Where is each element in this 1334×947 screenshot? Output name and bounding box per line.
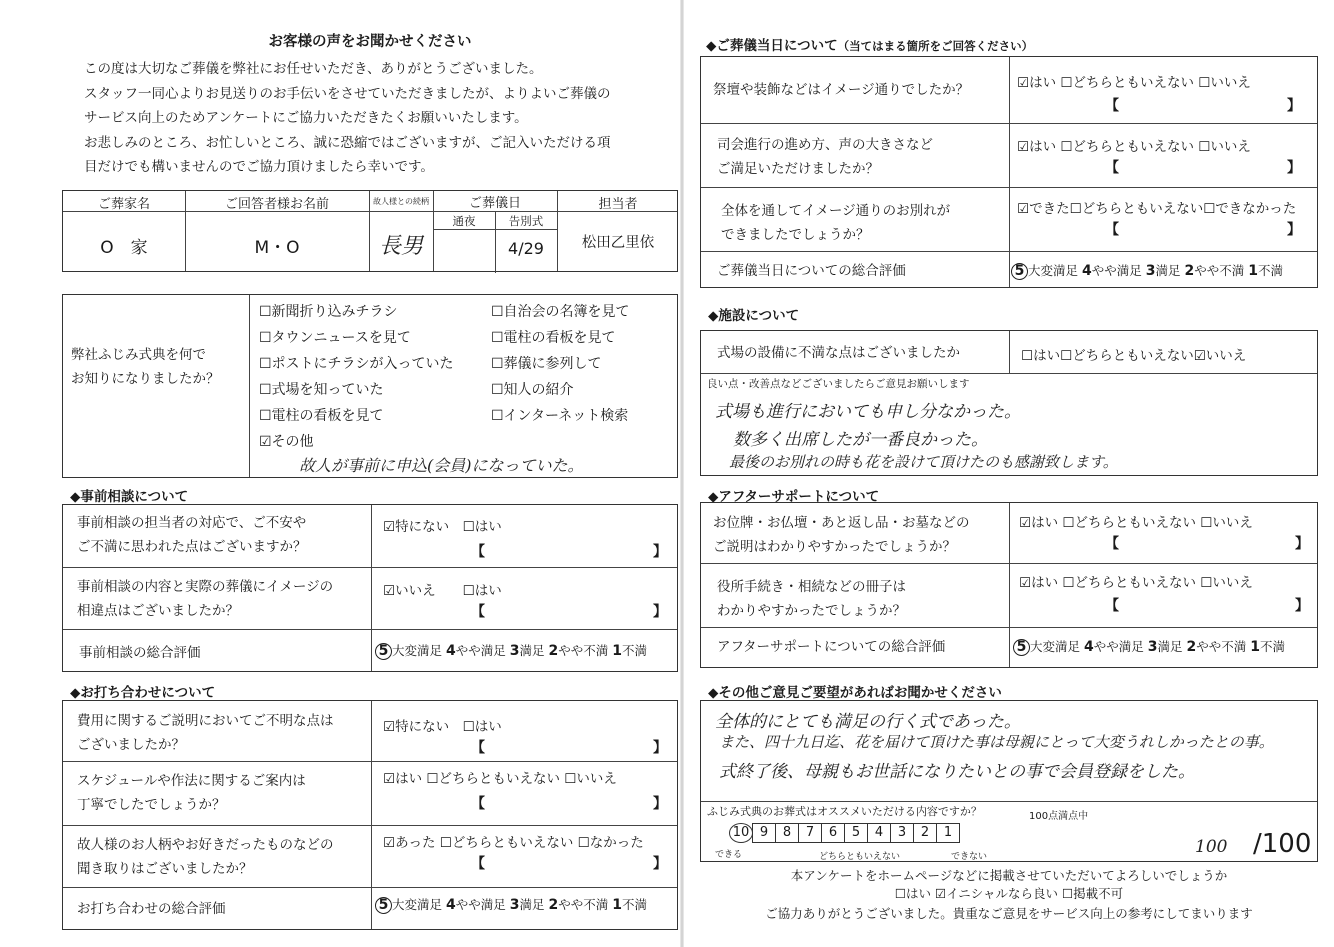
other-comment: 式終了後、母親もお世話になりたいとの事で会員登録をした。 xyxy=(719,762,1195,782)
rating-3: 3 xyxy=(509,897,520,913)
option-referral[interactable]: ☐知人の紹介 xyxy=(491,382,574,398)
header-tsuya: 通夜 xyxy=(452,214,476,228)
facility-comment: 最後のお別れの時も花を設けて頂けたのも感謝致します。 xyxy=(729,453,1118,471)
page-title: お客様の声をお聞かせください xyxy=(268,34,472,50)
rating-label: 大変満足 xyxy=(392,643,443,658)
scale-5[interactable]: 5 xyxy=(844,823,868,843)
bracket-open: 【 xyxy=(471,740,485,756)
heading-text: ◆ご葬儀当日について xyxy=(706,38,838,54)
source-options-left xyxy=(259,299,454,455)
intro-text xyxy=(84,57,674,180)
question-line: 司会進行の進め方、声の大きさなど xyxy=(717,137,933,153)
day-rating[interactable] xyxy=(1011,261,1283,280)
rating-label: 不満 xyxy=(1260,639,1286,654)
question-line: 費用に関するご説明においてご不明な点は xyxy=(77,713,334,729)
header-kokubetsu: 告別式 xyxy=(508,214,544,228)
question-line: お位牌・お仏壇・あと返し品・お墓などの xyxy=(713,515,970,531)
after-support-table xyxy=(700,502,1318,668)
facility-comment: 式場も進行においても申し分なかった。 xyxy=(715,402,1021,422)
other-box xyxy=(700,700,1318,862)
rating-5: 5 xyxy=(375,643,392,660)
meeting-q3-options[interactable]: ☑あった ☐どちらともいえない ☐なかった xyxy=(383,835,644,851)
family-name-value: O 家 xyxy=(100,238,148,258)
question-line: 事前相談の担当者の対応で、ご不安や xyxy=(77,515,307,531)
after-q2 xyxy=(717,575,906,623)
after-q2-options[interactable]: ☑はい ☐どちらともいえない ☐いいえ xyxy=(1019,575,1253,591)
rating-2: 2 xyxy=(548,897,559,913)
rating-label: やや満足 xyxy=(455,643,506,658)
question-line: 相違点はございましたか？ xyxy=(77,603,239,619)
meeting-q1 xyxy=(77,709,334,757)
meeting-q2 xyxy=(77,769,306,817)
scale-2[interactable]: 2 xyxy=(913,823,937,843)
bracket-open: 【 xyxy=(1105,222,1119,238)
rating-label: 満足 xyxy=(1157,639,1183,654)
rating-1: 1 xyxy=(1248,263,1258,279)
question-line: ご満足いただけましたか？ xyxy=(717,161,879,177)
header-respondent: ご回答者様お名前 xyxy=(224,197,329,212)
recommend-scale[interactable] xyxy=(729,823,959,843)
rating-label: やや不満 xyxy=(1194,263,1245,278)
score-handwritten: 100 xyxy=(1195,837,1228,857)
rating-4: 4 xyxy=(446,897,456,913)
meeting-q1-options[interactable]: ☑特にない ☐はい xyxy=(383,719,502,735)
pre-q2-options[interactable]: ☑いいえ ☐はい xyxy=(383,583,502,599)
bracket-open: 【 xyxy=(471,856,485,872)
other-handwritten: 故人が事前に申込(会員)になっていた。 xyxy=(299,456,584,475)
after-q1-options[interactable]: ☑はい ☐どちらともいえない ☐いいえ xyxy=(1019,515,1253,531)
recommend-question: ふじみ式典のお葬式はオススメいただける内容ですか？ xyxy=(707,805,982,818)
thanks-note: ご協力ありがとうございました。貴重なご意見をサービス向上の参考にしてまいります xyxy=(765,906,1253,921)
day-q2-options[interactable]: ☑はい ☐どちらともいえない ☐いいえ xyxy=(1017,139,1251,155)
option-other[interactable]: ☑その他 xyxy=(259,434,314,450)
question-line: できましたでしょうか？ xyxy=(721,227,870,243)
funeral-day-heading xyxy=(706,34,1033,54)
bracket-close: 】 xyxy=(653,604,667,620)
rating-label: 満足 xyxy=(519,643,545,658)
rating-label: 満足 xyxy=(519,897,545,912)
option-know-venue[interactable]: ☐式場を知っていた xyxy=(259,382,384,398)
day-q2 xyxy=(717,133,933,181)
option-attended-funeral[interactable]: ☐葬儀に参列して xyxy=(491,356,602,372)
after-support-heading: ◆アフターサポートについて xyxy=(708,489,880,505)
heading-note: （当てはまる箇所をご回答ください） xyxy=(837,39,1034,53)
rating-label: やや満足 xyxy=(1091,263,1142,278)
rating-4: 4 xyxy=(1082,263,1092,279)
bracket-close: 】 xyxy=(653,796,667,812)
other-comment: 全体的にとても満足の行く式であった。 xyxy=(715,712,1021,732)
day-q3-options[interactable]: ☑できた☐どちらともいえない☐できなかった xyxy=(1017,201,1297,217)
bracket-open: 【 xyxy=(1105,160,1119,176)
publish-options[interactable]: ☐はい ☑イニシャルなら良い ☐掲載不可 xyxy=(894,886,1124,901)
facility-heading: ◆施設について xyxy=(708,308,800,324)
day-q1: 祭壇や装飾などはイメージ通りでしたか？ xyxy=(713,82,970,98)
question-line: 丁寧でしたでしょうか？ xyxy=(77,797,226,813)
facility-table xyxy=(700,330,1318,476)
scale-3[interactable]: 3 xyxy=(890,823,914,843)
after-rating[interactable] xyxy=(1013,637,1285,656)
meeting-q3 xyxy=(77,833,334,881)
intro-line: この度は大切なご葬儀を弊社にお任せいただき、ありがとうございました。 xyxy=(84,61,543,77)
rating-1: 1 xyxy=(612,897,622,913)
pre-q3: 事前相談の総合評価 xyxy=(79,645,201,661)
question-line: 役所手続き・相続などの冊子は xyxy=(717,579,906,595)
header-relation: 故人様との続柄 xyxy=(373,197,429,206)
question-line: わかりやすかったでしょうか？ xyxy=(717,603,906,619)
option-neighborhood-list[interactable]: ☐自治会の名簿を見て xyxy=(491,304,630,320)
rating-5: 5 xyxy=(1011,263,1028,280)
rating-1: 1 xyxy=(1250,639,1260,655)
bracket-close: 】 xyxy=(1295,536,1309,552)
rating-label: 不満 xyxy=(1258,263,1284,278)
option-newspaper[interactable]: ☐新聞折り込みチラシ xyxy=(259,304,398,320)
option-internet[interactable]: ☐インターネット検索 xyxy=(491,408,629,424)
score-max: /100 xyxy=(1253,829,1312,859)
funeral-day-table xyxy=(700,56,1318,288)
pre-q1-options[interactable]: ☑特にない ☐はい xyxy=(383,519,502,535)
bracket-open: 【 xyxy=(1105,536,1119,552)
rating-4: 4 xyxy=(1084,639,1094,655)
rating-2: 2 xyxy=(1184,263,1195,279)
option-post-flyer[interactable]: ☐ポストにチラシが入っていた xyxy=(259,356,454,372)
rating-4: 4 xyxy=(446,643,456,659)
pre-consultation-heading: ◆事前相談について xyxy=(70,489,189,505)
rating-3: 3 xyxy=(509,643,520,659)
question-line: ご不満に思われた点はございますか？ xyxy=(77,539,307,555)
option-town-news[interactable]: ☐タウンニュースを見て xyxy=(259,330,411,346)
info-table xyxy=(62,190,678,272)
source-question xyxy=(71,343,220,391)
scale-9[interactable]: 9 xyxy=(752,823,776,843)
rating-label: やや不満 xyxy=(1196,639,1247,654)
meeting-heading: ◆お打ち合わせについて xyxy=(70,685,216,701)
question-line: スケジュールや作法に関するご案内は xyxy=(77,773,306,789)
facility-comment: 数多く出席したが一番良かった。 xyxy=(733,430,988,450)
scale-1[interactable]: 1 xyxy=(936,823,960,843)
page-fold xyxy=(680,0,684,947)
rating-label: 不満 xyxy=(622,897,648,912)
comment-label: 良い点・改善点などございましたらご意見お願いします xyxy=(707,378,970,390)
rating-1: 1 xyxy=(612,643,622,659)
respondent-value: M・O xyxy=(254,238,300,258)
intro-line: 目だけでも構いませんのでご協力頂けましたら幸いです。 xyxy=(84,159,434,175)
pre-consultation-table xyxy=(62,504,678,672)
intro-line: スタッフ一同心よりお見送りのお手伝いをさせていただきましたが、よりよいご葬儀の xyxy=(84,85,611,102)
question-line: 全体を通してイメージ通りのお別れが xyxy=(721,203,951,219)
points-label: 100点満点中 xyxy=(1029,811,1089,822)
other-comment: また、四十九日迄、花を届けて頂けた事は母親にとって大変うれしかったとの事。 xyxy=(719,733,1274,751)
other-heading: ◆その他ご意見ご要望があればお聞かせください xyxy=(708,685,1002,701)
staff-value: 松田乙里依 xyxy=(581,235,655,251)
source-box xyxy=(62,294,678,478)
rating-label: やや満足 xyxy=(455,897,506,912)
rating-label: 満足 xyxy=(1155,263,1181,278)
rating-2: 2 xyxy=(1186,639,1197,655)
rating-label: やや不満 xyxy=(558,897,609,912)
scale-4[interactable]: 4 xyxy=(867,823,891,843)
rating-label: 大変満足 xyxy=(1028,263,1079,278)
rating-label: 大変満足 xyxy=(1030,639,1081,654)
facility-q1: 式場の設備に不満な点はございましたか xyxy=(717,345,960,361)
source-question-line: お知りになりましたか？ xyxy=(71,371,220,387)
bracket-close: 】 xyxy=(1287,98,1301,114)
rating-label: 大変満足 xyxy=(392,897,443,912)
scale-8[interactable]: 8 xyxy=(775,823,799,843)
after-q3: アフターサポートについての総合評価 xyxy=(717,639,946,655)
bracket-close: 】 xyxy=(653,856,667,872)
bracket-close: 】 xyxy=(1287,222,1301,238)
scale-6[interactable]: 6 xyxy=(821,823,845,843)
header-name: ご葬家名 xyxy=(97,197,150,212)
intro-line: サービス向上のためアンケートにご協力いただきたくお願いいたします。 xyxy=(84,110,528,126)
scale-7[interactable]: 7 xyxy=(798,823,822,843)
rating-3: 3 xyxy=(1145,263,1156,279)
pre-q1 xyxy=(77,511,307,559)
meeting-rating[interactable] xyxy=(375,895,647,914)
after-q1 xyxy=(713,511,970,559)
publish-question: 本アンケートをホームページなどに掲載させていただいてよろしいでしょうか xyxy=(790,868,1228,883)
bracket-open: 【 xyxy=(1105,598,1119,614)
bracket-open: 【 xyxy=(471,544,485,560)
rating-3: 3 xyxy=(1147,639,1158,655)
bracket-close: 】 xyxy=(1295,598,1309,614)
facility-q1-options[interactable]: ☐はい☐どちらともいえない☑いいえ xyxy=(1021,348,1247,364)
question-line: 聞き取りはございましたか？ xyxy=(77,861,253,877)
rating-5: 5 xyxy=(375,897,392,914)
relation-value: 長男 xyxy=(378,234,423,259)
header-staff: 担当者 xyxy=(598,197,638,212)
bracket-open: 【 xyxy=(471,604,485,620)
question-line: 事前相談の内容と実際の葬儀にイメージの xyxy=(77,579,334,595)
scale-left-label: できる xyxy=(715,850,743,860)
meeting-q2-options[interactable]: ☑はい ☐どちらともいえない ☐いいえ xyxy=(383,771,617,787)
pre-rating[interactable] xyxy=(375,641,647,660)
rating-label: やや不満 xyxy=(558,643,609,658)
meeting-table xyxy=(62,700,678,930)
header-date: ご葬儀日 xyxy=(468,196,521,211)
bracket-close: 】 xyxy=(653,544,667,560)
source-question-line: 弊社ふじみ式典を何で xyxy=(71,347,206,363)
pre-q2 xyxy=(77,575,333,623)
rating-label: やや満足 xyxy=(1093,639,1144,654)
option-pole-sign[interactable]: ☐電柱の看板を見て xyxy=(259,408,384,424)
source-options-right xyxy=(491,299,630,429)
bracket-open: 【 xyxy=(1105,98,1119,114)
scale-10[interactable]: 10 xyxy=(729,823,753,843)
rating-label: 不満 xyxy=(622,643,648,658)
bracket-close: 】 xyxy=(653,740,667,756)
rating-2: 2 xyxy=(548,643,559,659)
scale-right-label: できない xyxy=(951,852,988,862)
meeting-q4: お打ち合わせの総合評価 xyxy=(77,901,226,917)
kokubetsu-value: 4/29 xyxy=(508,239,544,258)
option-pole-sign-2[interactable]: ☐電柱の看板を見て xyxy=(491,330,616,346)
question-line: 故人様のお人柄やお好きだったものなどの xyxy=(77,837,334,853)
day-q4: ご葬儀当日についての総合評価 xyxy=(717,263,906,279)
question-line: ございましたか？ xyxy=(77,737,185,753)
bracket-close: 】 xyxy=(1287,160,1301,176)
day-q1-options[interactable]: ☑はい ☐どちらともいえない ☐いいえ xyxy=(1017,75,1251,91)
bracket-open: 【 xyxy=(471,796,485,812)
day-q3 xyxy=(721,199,950,247)
scale-mid-label: どちらともいえない xyxy=(819,852,901,862)
question-line: ご説明はわかりやすかったでしょうか？ xyxy=(713,539,956,555)
rating-5: 5 xyxy=(1013,639,1030,656)
intro-line: お悲しみのところ、お忙しいところ、誠に恐縮ではございますが、ご記入いただける項 xyxy=(84,134,611,151)
